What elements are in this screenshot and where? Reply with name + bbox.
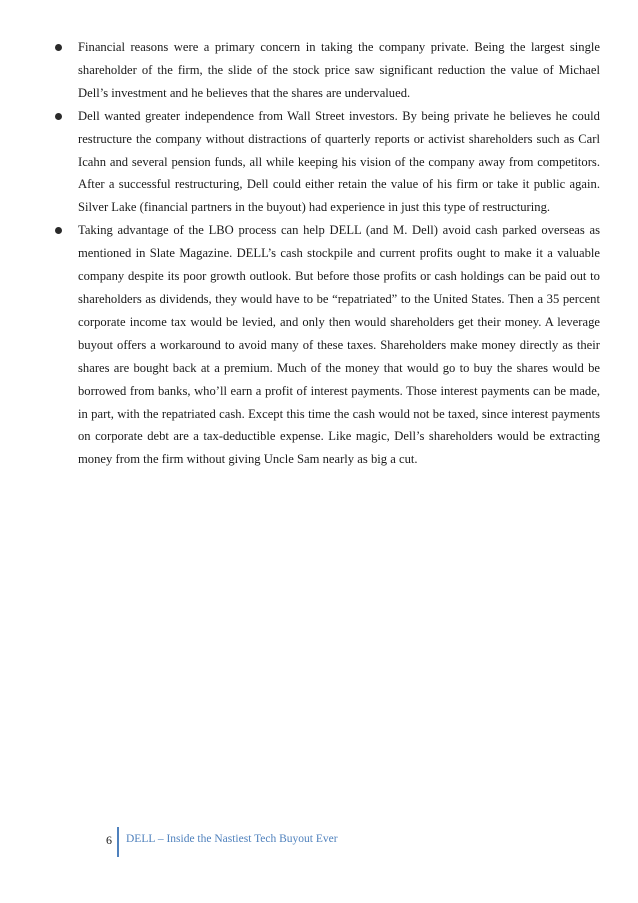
bullet-text: Taking advantage of the LBO process can help DELL (and M. Dell) avoid cash parked overseas as mentioned in Slate Magazine. DELL’s cash stockpile and current profits ought to make it a valuable company despite its poor growth outlook. But before those profits or cash holdings can be paid out to shareholders as dividends, they would have to be “repatriated” to the United States. Then a 35 percent corporate income tax would be levied, and only then would shareholders get their money. A leverage buyout offers a workaround to avoid many of these taxes. Shareholders make money directly as their shares are bought back at a premium. Much of the money that would go to buy the shares would be borrowed from banks, who’ll earn a profit of interest payments. Those interest payments can be made, in part, with the repatriated cash. Except this time the cash would not be taxed, since interest payments on corporate debt are a tax-deductible expense. Like magic, Dell’s shareholders would be extracting money from the firm without giving Uncle Sam nearly as big a cut.	[78, 223, 600, 467]
bullet-dot-icon	[55, 227, 62, 234]
bullet-dot-icon	[55, 113, 62, 120]
bullet-dot-icon	[55, 44, 62, 51]
bullet-text: Financial reasons were a primary concern in taking the company private. Being the largest single shareholder of the firm, the slide of the stock price saw significant reduction the value of Michael Dell’s investment and he believes that the shares are undervalued.	[78, 40, 600, 100]
bullet-item-independence	[52, 105, 600, 220]
footer-divider	[117, 827, 119, 857]
footer-document-title: DELL – Inside the Nastiest Tech Buyout Ever	[126, 833, 338, 845]
bullet-list	[52, 36, 600, 471]
bullet-item-financial-reasons	[52, 36, 600, 105]
page-number: 6	[106, 833, 112, 847]
bullet-item-lbo-advantage	[52, 219, 600, 471]
page-footer	[0, 827, 638, 857]
bullet-text: Dell wanted greater independence from Wall Street investors. By being private he believes he could restructure the company without distractions of quarterly reports or activist shareholders such as Carl Icahn and several pension funds, all while keeping his vision of the company away from competitors. After a successful restructuring, Dell could either retain the value of his firm or take it public again. Silver Lake (financial partners in the buyout) had experience in just this type of restructuring.	[78, 108, 600, 215]
